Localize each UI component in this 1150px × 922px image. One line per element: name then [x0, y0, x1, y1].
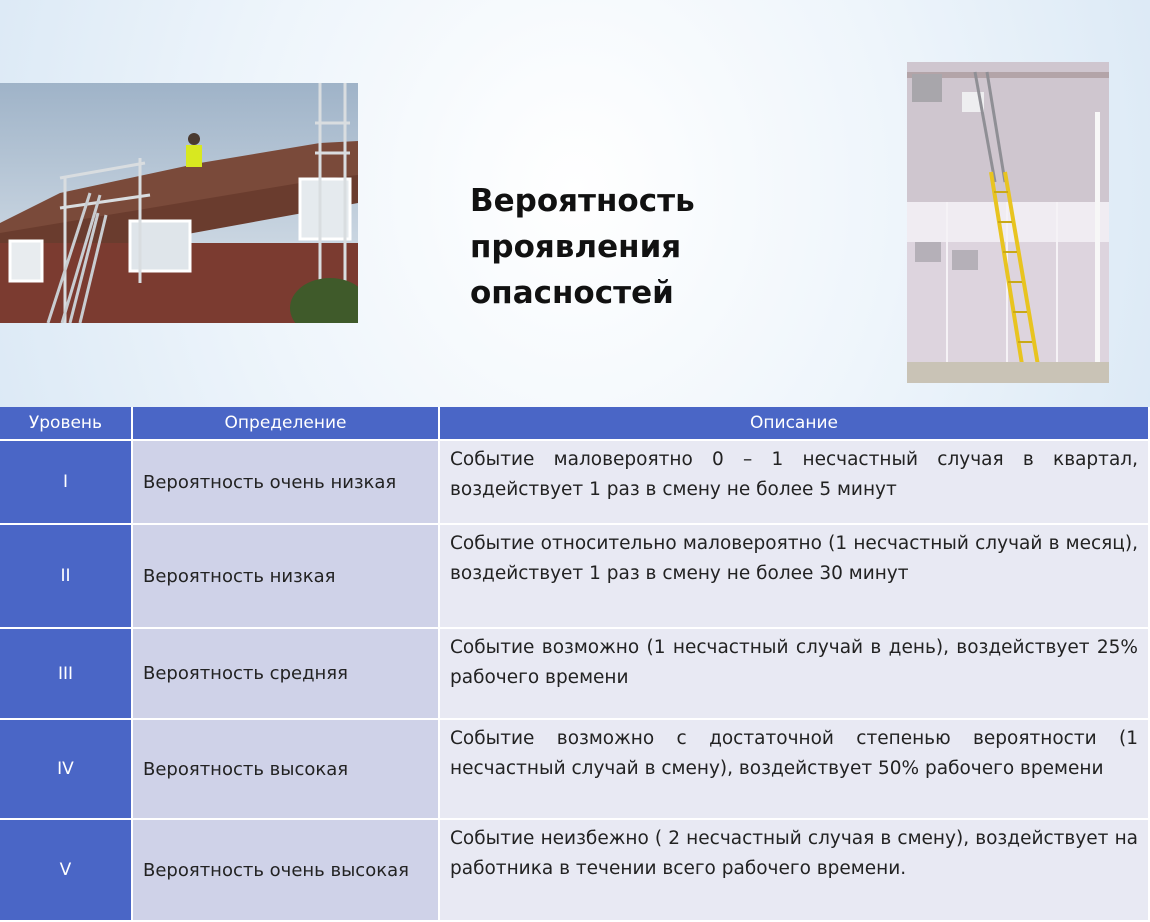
definition-cell: Вероятность высокая [133, 720, 440, 820]
definition-cell: Вероятность средняя [133, 629, 440, 720]
table-row [0, 525, 1150, 629]
table-row [0, 820, 1150, 922]
probability-table [0, 407, 1150, 922]
level-cell: II [0, 525, 133, 629]
level-cell: I [0, 441, 133, 525]
definition-cell: Вероятность очень низкая [133, 441, 440, 525]
table-row [0, 629, 1150, 720]
level-cell: III [0, 629, 133, 720]
level-cell: V [0, 820, 133, 922]
description-cell: Событие неизбежно ( 2 несчастный случая в смену), воздействует на работника в течении всего рабочего времени. [440, 820, 1150, 922]
table-row [0, 441, 1150, 525]
column-header-level: Уровень [0, 407, 133, 441]
level-cell: IV [0, 720, 133, 820]
column-header-description: Описание [440, 407, 1150, 441]
table-row [0, 720, 1150, 820]
table-header-row [0, 407, 1150, 441]
slide-title: Вероятность проявления опасностей [470, 183, 695, 311]
column-header-definition: Определение [133, 407, 440, 441]
description-cell: Событие возможно (1 несчастный случай в день), воздействует 25% рабочего времени [440, 629, 1150, 720]
definition-cell: Вероятность низкая [133, 525, 440, 629]
description-cell: Событие возможно с достаточной степенью вероятности (1 несчастный случай в смену), воздействует 50% рабочего времени [440, 720, 1150, 820]
description-cell: Событие маловероятно 0 – 1 несчастный случая в квартал, воздействует 1 раз в смену не более 5 минут [440, 441, 1150, 525]
roof-ladder-photo [0, 83, 358, 323]
wall-ladder-photo [907, 62, 1109, 383]
definition-cell: Вероятность очень высокая [133, 820, 440, 922]
description-cell: Событие относительно маловероятно (1 несчастный случай в месяц), воздействует 1 раз в смену не более 30 минут [440, 525, 1150, 629]
